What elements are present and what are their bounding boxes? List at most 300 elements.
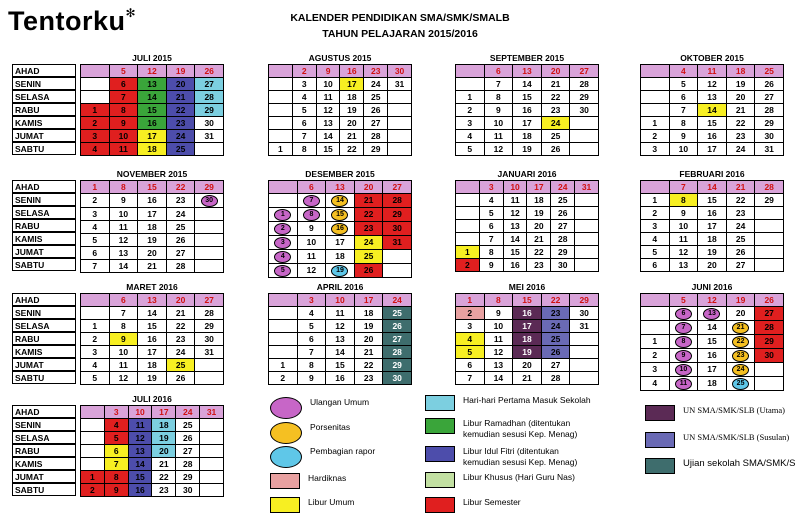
date-cell: 17 <box>138 346 167 359</box>
date-cell: 7 <box>81 260 110 273</box>
month-name: OKTOBER 2015 <box>680 53 744 63</box>
date-cell: 8 <box>109 320 138 333</box>
date-cell <box>269 307 298 320</box>
date-cell: 26 <box>541 143 570 156</box>
event-marker: 24 <box>732 364 749 376</box>
date-cell: 7 <box>109 307 138 320</box>
date-cell: 29 <box>755 194 784 207</box>
date-cell: 11 <box>297 250 326 264</box>
month-name: MARET 2016 <box>126 282 178 292</box>
date-cell: 21 <box>138 260 167 273</box>
legend-porsenitas: Porsenitas <box>270 422 350 444</box>
date-cell: 7 <box>104 458 128 471</box>
date-cell <box>200 432 224 445</box>
date-cell: 30 <box>755 349 784 363</box>
date-cell: 15 <box>326 359 355 372</box>
date-cell: 25 <box>166 221 195 234</box>
date-cell: 11 <box>669 233 698 246</box>
date-cell: 31 <box>200 406 224 419</box>
date-cell: 13 <box>138 78 167 91</box>
date-cell: 27 <box>195 78 224 91</box>
date-cell <box>755 363 784 377</box>
event-marker: 30 <box>201 195 218 207</box>
event-marker: 22 <box>732 336 749 348</box>
day-label: RABU <box>12 103 76 116</box>
date-cell: 19 <box>527 207 551 220</box>
month-februari-2016 <box>640 168 784 272</box>
date-cell: 28 <box>195 91 224 104</box>
title-line-1: KALENDER PENDIDIKAN SMA/SMK/SMALB <box>290 12 510 24</box>
date-cell: 10 <box>316 78 340 91</box>
date-cell: 3 <box>479 181 503 194</box>
day-label: SELASA <box>12 90 76 103</box>
date-cell: 14 <box>698 321 727 335</box>
date-cell: 26 <box>541 346 570 359</box>
date-cell: 9 <box>479 259 503 272</box>
month-juli-2015 <box>80 52 224 156</box>
date-cell <box>269 104 293 117</box>
date-cell: 27 <box>541 359 570 372</box>
event-marker: 9 <box>675 350 692 362</box>
date-cell: 7 <box>297 346 326 359</box>
date-cell <box>641 65 670 78</box>
date-cell <box>726 349 755 363</box>
legend-libur-umum: Libur Umum <box>270 497 354 513</box>
date-cell: 10 <box>484 320 513 333</box>
date-cell: 18 <box>513 130 542 143</box>
date-cell <box>755 246 784 259</box>
date-cell: 14 <box>316 130 340 143</box>
date-cell: 2 <box>456 307 485 320</box>
date-cell: 10 <box>326 294 355 307</box>
date-cell: 20 <box>354 333 383 346</box>
date-cell: 13 <box>484 359 513 372</box>
day-label: JUMAT <box>12 245 76 258</box>
date-cell: 29 <box>195 320 224 333</box>
date-cell: 5 <box>297 320 326 333</box>
date-cell: 13 <box>109 247 138 260</box>
date-cell: 17 <box>326 236 355 250</box>
date-cell: 21 <box>166 91 195 104</box>
date-cell <box>388 130 412 143</box>
date-cell: 23 <box>726 130 755 143</box>
date-cell: 16 <box>138 194 167 208</box>
date-cell: 18 <box>138 221 167 234</box>
date-cell: 10 <box>669 143 698 156</box>
date-cell: 30 <box>570 307 599 320</box>
date-cell: 24 <box>726 220 755 233</box>
date-cell: 23 <box>541 307 570 320</box>
date-cell: 29 <box>176 471 200 484</box>
date-cell: 21 <box>726 104 755 117</box>
date-cell <box>269 320 298 333</box>
date-cell: 14 <box>503 233 527 246</box>
date-cell: 26 <box>383 320 412 333</box>
month-desember-2015 <box>268 168 412 278</box>
date-cell <box>383 250 412 264</box>
date-cell: 20 <box>340 117 364 130</box>
month-name: SEPTEMBER 2015 <box>489 53 565 63</box>
date-cell: 17 <box>513 320 542 333</box>
legend-libur-semester: Libur Semester <box>425 497 521 513</box>
event-marker: 7 <box>675 322 692 334</box>
date-cell: 13 <box>138 294 167 307</box>
date-cell: 13 <box>316 117 340 130</box>
date-cell: 10 <box>128 406 152 419</box>
date-cell: 17 <box>698 220 727 233</box>
date-cell: 30 <box>383 372 412 385</box>
date-cell: 30 <box>388 65 412 78</box>
date-cell: 17 <box>340 78 364 91</box>
date-cell: 3 <box>81 130 110 143</box>
date-cell: 25 <box>166 143 195 156</box>
date-cell: 15 <box>513 294 542 307</box>
event-marker: 8 <box>675 336 692 348</box>
date-cell: 3 <box>81 346 110 359</box>
date-cell: 9 <box>109 117 138 130</box>
date-cell <box>326 222 355 236</box>
date-cell: 28 <box>383 194 412 208</box>
date-cell: 14 <box>128 458 152 471</box>
date-cell: 13 <box>326 333 355 346</box>
date-cell: 29 <box>364 143 388 156</box>
legend-un-utama: UN SMA/SMK/SLB (Utama) <box>645 405 785 421</box>
date-cell <box>641 321 670 335</box>
date-cell: 22 <box>726 194 755 207</box>
date-cell: 12 <box>297 264 326 278</box>
date-cell: 18 <box>513 333 542 346</box>
date-cell: 25 <box>354 250 383 264</box>
date-cell <box>641 181 670 194</box>
month-name: AGUSTUS 2015 <box>308 53 372 63</box>
date-cell: 28 <box>383 346 412 359</box>
month-name: FEBRUARI 2016 <box>679 169 745 179</box>
date-cell: 23 <box>541 104 570 117</box>
date-cell: 13 <box>698 91 727 104</box>
date-cell: 2 <box>641 130 670 143</box>
event-marker: 3 <box>274 237 291 249</box>
date-cell <box>669 349 698 363</box>
date-cell: 5 <box>456 346 485 359</box>
date-cell <box>575 220 599 233</box>
date-cell <box>388 143 412 156</box>
page-title <box>250 10 550 42</box>
date-cell <box>456 181 480 194</box>
day-label: JUMAT <box>12 129 76 142</box>
date-cell: 5 <box>669 294 698 307</box>
date-cell: 20 <box>138 247 167 260</box>
date-cell <box>81 458 105 471</box>
date-cell: 8 <box>484 294 513 307</box>
date-cell: 4 <box>297 307 326 320</box>
day-label: SENIN <box>12 306 76 319</box>
event-marker: 11 <box>675 378 692 390</box>
date-cell: 4 <box>456 333 485 346</box>
date-cell: 9 <box>297 222 326 236</box>
event-marker: 21 <box>732 322 749 334</box>
date-cell <box>200 471 224 484</box>
date-cell: 30 <box>195 333 224 346</box>
date-cell: 19 <box>138 372 167 385</box>
date-cell: 1 <box>81 320 110 333</box>
date-cell: 30 <box>570 104 599 117</box>
date-cell: 16 <box>503 259 527 272</box>
date-cell: 25 <box>755 65 784 78</box>
date-cell <box>326 264 355 278</box>
legend-hari-pertama: Hari-hari Pertama Masuk Sekolah <box>425 395 591 411</box>
day-label: SENIN <box>12 193 76 206</box>
date-cell: 16 <box>698 207 727 220</box>
date-cell: 16 <box>138 333 167 346</box>
day-label: JUMAT <box>12 358 76 371</box>
date-cell: 14 <box>138 91 167 104</box>
date-cell: 4 <box>641 377 670 391</box>
date-cell: 31 <box>575 181 599 194</box>
date-cell: 21 <box>340 130 364 143</box>
month-september-2015 <box>455 52 599 156</box>
date-cell: 6 <box>641 259 670 272</box>
date-cell: 20 <box>698 259 727 272</box>
date-cell: 18 <box>326 250 355 264</box>
date-cell: 1 <box>641 117 670 130</box>
date-cell: 14 <box>513 78 542 91</box>
date-cell <box>698 307 727 321</box>
month-name: JUNI 2016 <box>691 282 733 292</box>
date-cell <box>297 208 326 222</box>
event-marker: 15 <box>331 209 348 221</box>
event-marker: 6 <box>675 308 692 320</box>
date-cell: 2 <box>81 333 110 346</box>
date-cell <box>81 432 105 445</box>
date-cell: 2 <box>456 104 485 117</box>
day-label: AHAD <box>12 405 76 418</box>
date-cell <box>81 78 110 91</box>
date-cell: 10 <box>484 117 513 130</box>
date-cell <box>456 220 480 233</box>
date-cell: 19 <box>513 143 542 156</box>
date-cell: 28 <box>195 307 224 320</box>
date-cell: 2 <box>456 259 480 272</box>
date-cell: 22 <box>166 104 195 117</box>
date-cell: 26 <box>166 372 195 385</box>
date-cell: 2 <box>641 207 670 220</box>
date-cell <box>575 246 599 259</box>
date-cell <box>195 359 224 372</box>
date-cell: 12 <box>503 207 527 220</box>
date-cell: 15 <box>503 246 527 259</box>
date-cell: 19 <box>138 234 167 247</box>
date-cell: 25 <box>166 359 195 372</box>
date-cell: 24 <box>726 143 755 156</box>
date-cell: 9 <box>484 104 513 117</box>
date-cell: 30 <box>383 222 412 236</box>
date-cell: 7 <box>292 130 316 143</box>
date-cell <box>326 208 355 222</box>
date-cell: 8 <box>669 194 698 207</box>
date-cell: 17 <box>138 208 167 221</box>
day-label: KAMIS <box>12 457 76 470</box>
date-cell <box>755 233 784 246</box>
date-cell: 7 <box>669 104 698 117</box>
date-cell: 18 <box>527 194 551 207</box>
date-cell: 28 <box>176 458 200 471</box>
date-cell: 26 <box>195 65 224 78</box>
date-cell: 16 <box>513 104 542 117</box>
date-cell: 14 <box>698 181 727 194</box>
date-cell: 22 <box>354 359 383 372</box>
date-cell: 11 <box>109 143 138 156</box>
date-cell <box>641 91 670 104</box>
date-cell: 12 <box>484 143 513 156</box>
date-cell: 4 <box>81 221 110 234</box>
day-label: JUMAT <box>12 470 76 483</box>
date-cell <box>726 321 755 335</box>
date-cell: 20 <box>166 294 195 307</box>
date-cell <box>269 208 298 222</box>
date-cell: 21 <box>354 194 383 208</box>
title-line-2: TAHUN PELAJARAN 2015/2016 <box>322 28 478 40</box>
date-cell: 13 <box>128 445 152 458</box>
date-cell: 9 <box>297 372 326 385</box>
date-cell: 19 <box>726 294 755 307</box>
date-cell <box>81 307 110 320</box>
date-cell: 5 <box>81 372 110 385</box>
date-cell: 11 <box>128 419 152 432</box>
day-label: SABTU <box>12 483 76 496</box>
date-cell: 20 <box>726 91 755 104</box>
date-cell: 19 <box>354 320 383 333</box>
date-cell <box>570 359 599 372</box>
event-marker: 14 <box>331 195 348 207</box>
date-cell: 19 <box>152 432 176 445</box>
day-label: AHAD <box>12 180 76 193</box>
date-cell: 9 <box>669 130 698 143</box>
date-cell: 17 <box>527 181 551 194</box>
date-cell <box>456 65 485 78</box>
date-cell: 21 <box>513 372 542 385</box>
month-januari-2016 <box>455 168 599 272</box>
legend-libur-khusus: Libur Khusus (Hari Guru Nas) <box>425 472 575 488</box>
date-cell: 28 <box>166 260 195 273</box>
date-cell: 29 <box>551 246 575 259</box>
date-cell <box>669 321 698 335</box>
date-cell <box>297 194 326 208</box>
date-cell: 4 <box>104 419 128 432</box>
date-cell: 24 <box>541 320 570 333</box>
day-label: SELASA <box>12 319 76 332</box>
date-cell: 13 <box>326 181 355 194</box>
date-cell <box>669 377 698 391</box>
date-cell: 27 <box>195 294 224 307</box>
date-cell: 9 <box>669 207 698 220</box>
event-marker: 19 <box>331 265 348 277</box>
date-cell: 24 <box>551 181 575 194</box>
day-label: RABU <box>12 219 76 232</box>
date-cell: 18 <box>138 143 167 156</box>
month-november-2015 <box>80 168 224 273</box>
date-cell: 9 <box>484 307 513 320</box>
date-cell: 3 <box>104 406 128 419</box>
date-cell <box>456 194 480 207</box>
date-cell: 31 <box>195 130 224 143</box>
date-cell <box>755 259 784 272</box>
date-cell: 26 <box>551 207 575 220</box>
date-cell: 16 <box>698 130 727 143</box>
date-cell: 21 <box>726 181 755 194</box>
date-cell: 24 <box>166 208 195 221</box>
date-cell: 25 <box>383 307 412 320</box>
date-cell: 26 <box>364 104 388 117</box>
date-cell: 3 <box>81 208 110 221</box>
day-label: SENIN <box>12 77 76 90</box>
date-cell <box>669 363 698 377</box>
date-cell: 31 <box>388 78 412 91</box>
date-cell <box>570 130 599 143</box>
date-cell: 10 <box>109 130 138 143</box>
legend-un-susulan: UN SMA/SMK/SLB (Susulan) <box>645 432 789 448</box>
legend-hardiknas: Hardiknas <box>270 473 346 489</box>
date-cell: 31 <box>195 346 224 359</box>
date-cell: 9 <box>109 194 138 208</box>
date-cell: 13 <box>513 65 542 78</box>
date-cell: 28 <box>755 321 784 335</box>
date-cell: 29 <box>195 181 224 194</box>
date-cell: 11 <box>109 221 138 234</box>
date-cell: 3 <box>297 294 326 307</box>
date-cell: 28 <box>755 181 784 194</box>
day-label: SABTU <box>12 258 76 271</box>
date-cell: 7 <box>456 372 485 385</box>
date-cell: 22 <box>152 471 176 484</box>
date-cell <box>81 445 105 458</box>
day-label: AHAD <box>12 293 76 306</box>
date-cell <box>641 307 670 321</box>
day-labels <box>12 293 76 384</box>
date-cell <box>570 346 599 359</box>
date-cell: 1 <box>641 335 670 349</box>
date-cell: 2 <box>641 349 670 363</box>
date-cell <box>669 335 698 349</box>
date-cell <box>195 194 224 208</box>
date-cell: 30 <box>176 484 200 497</box>
date-cell <box>195 234 224 247</box>
date-cell: 4 <box>641 233 670 246</box>
date-cell <box>570 372 599 385</box>
month-oktober-2015 <box>640 52 784 156</box>
date-cell: 28 <box>570 78 599 91</box>
date-cell: 13 <box>669 259 698 272</box>
date-cell <box>269 117 293 130</box>
date-cell <box>755 207 784 220</box>
date-cell <box>570 143 599 156</box>
month-name: NOVEMBER 2015 <box>116 169 188 179</box>
date-cell: 29 <box>755 117 784 130</box>
date-cell: 1 <box>456 246 480 259</box>
month-name: APRIL 2016 <box>316 282 364 292</box>
month-juni-2016 <box>640 281 784 391</box>
date-cell: 26 <box>726 246 755 259</box>
date-cell: 29 <box>755 335 784 349</box>
date-cell: 23 <box>726 207 755 220</box>
date-cell: 27 <box>383 181 412 194</box>
date-cell: 27 <box>176 445 200 458</box>
date-cell: 3 <box>641 143 670 156</box>
date-cell: 18 <box>340 91 364 104</box>
month-mei-2016 <box>455 281 599 385</box>
date-cell: 26 <box>354 264 383 278</box>
date-cell: 10 <box>297 236 326 250</box>
date-cell: 4 <box>81 143 110 156</box>
